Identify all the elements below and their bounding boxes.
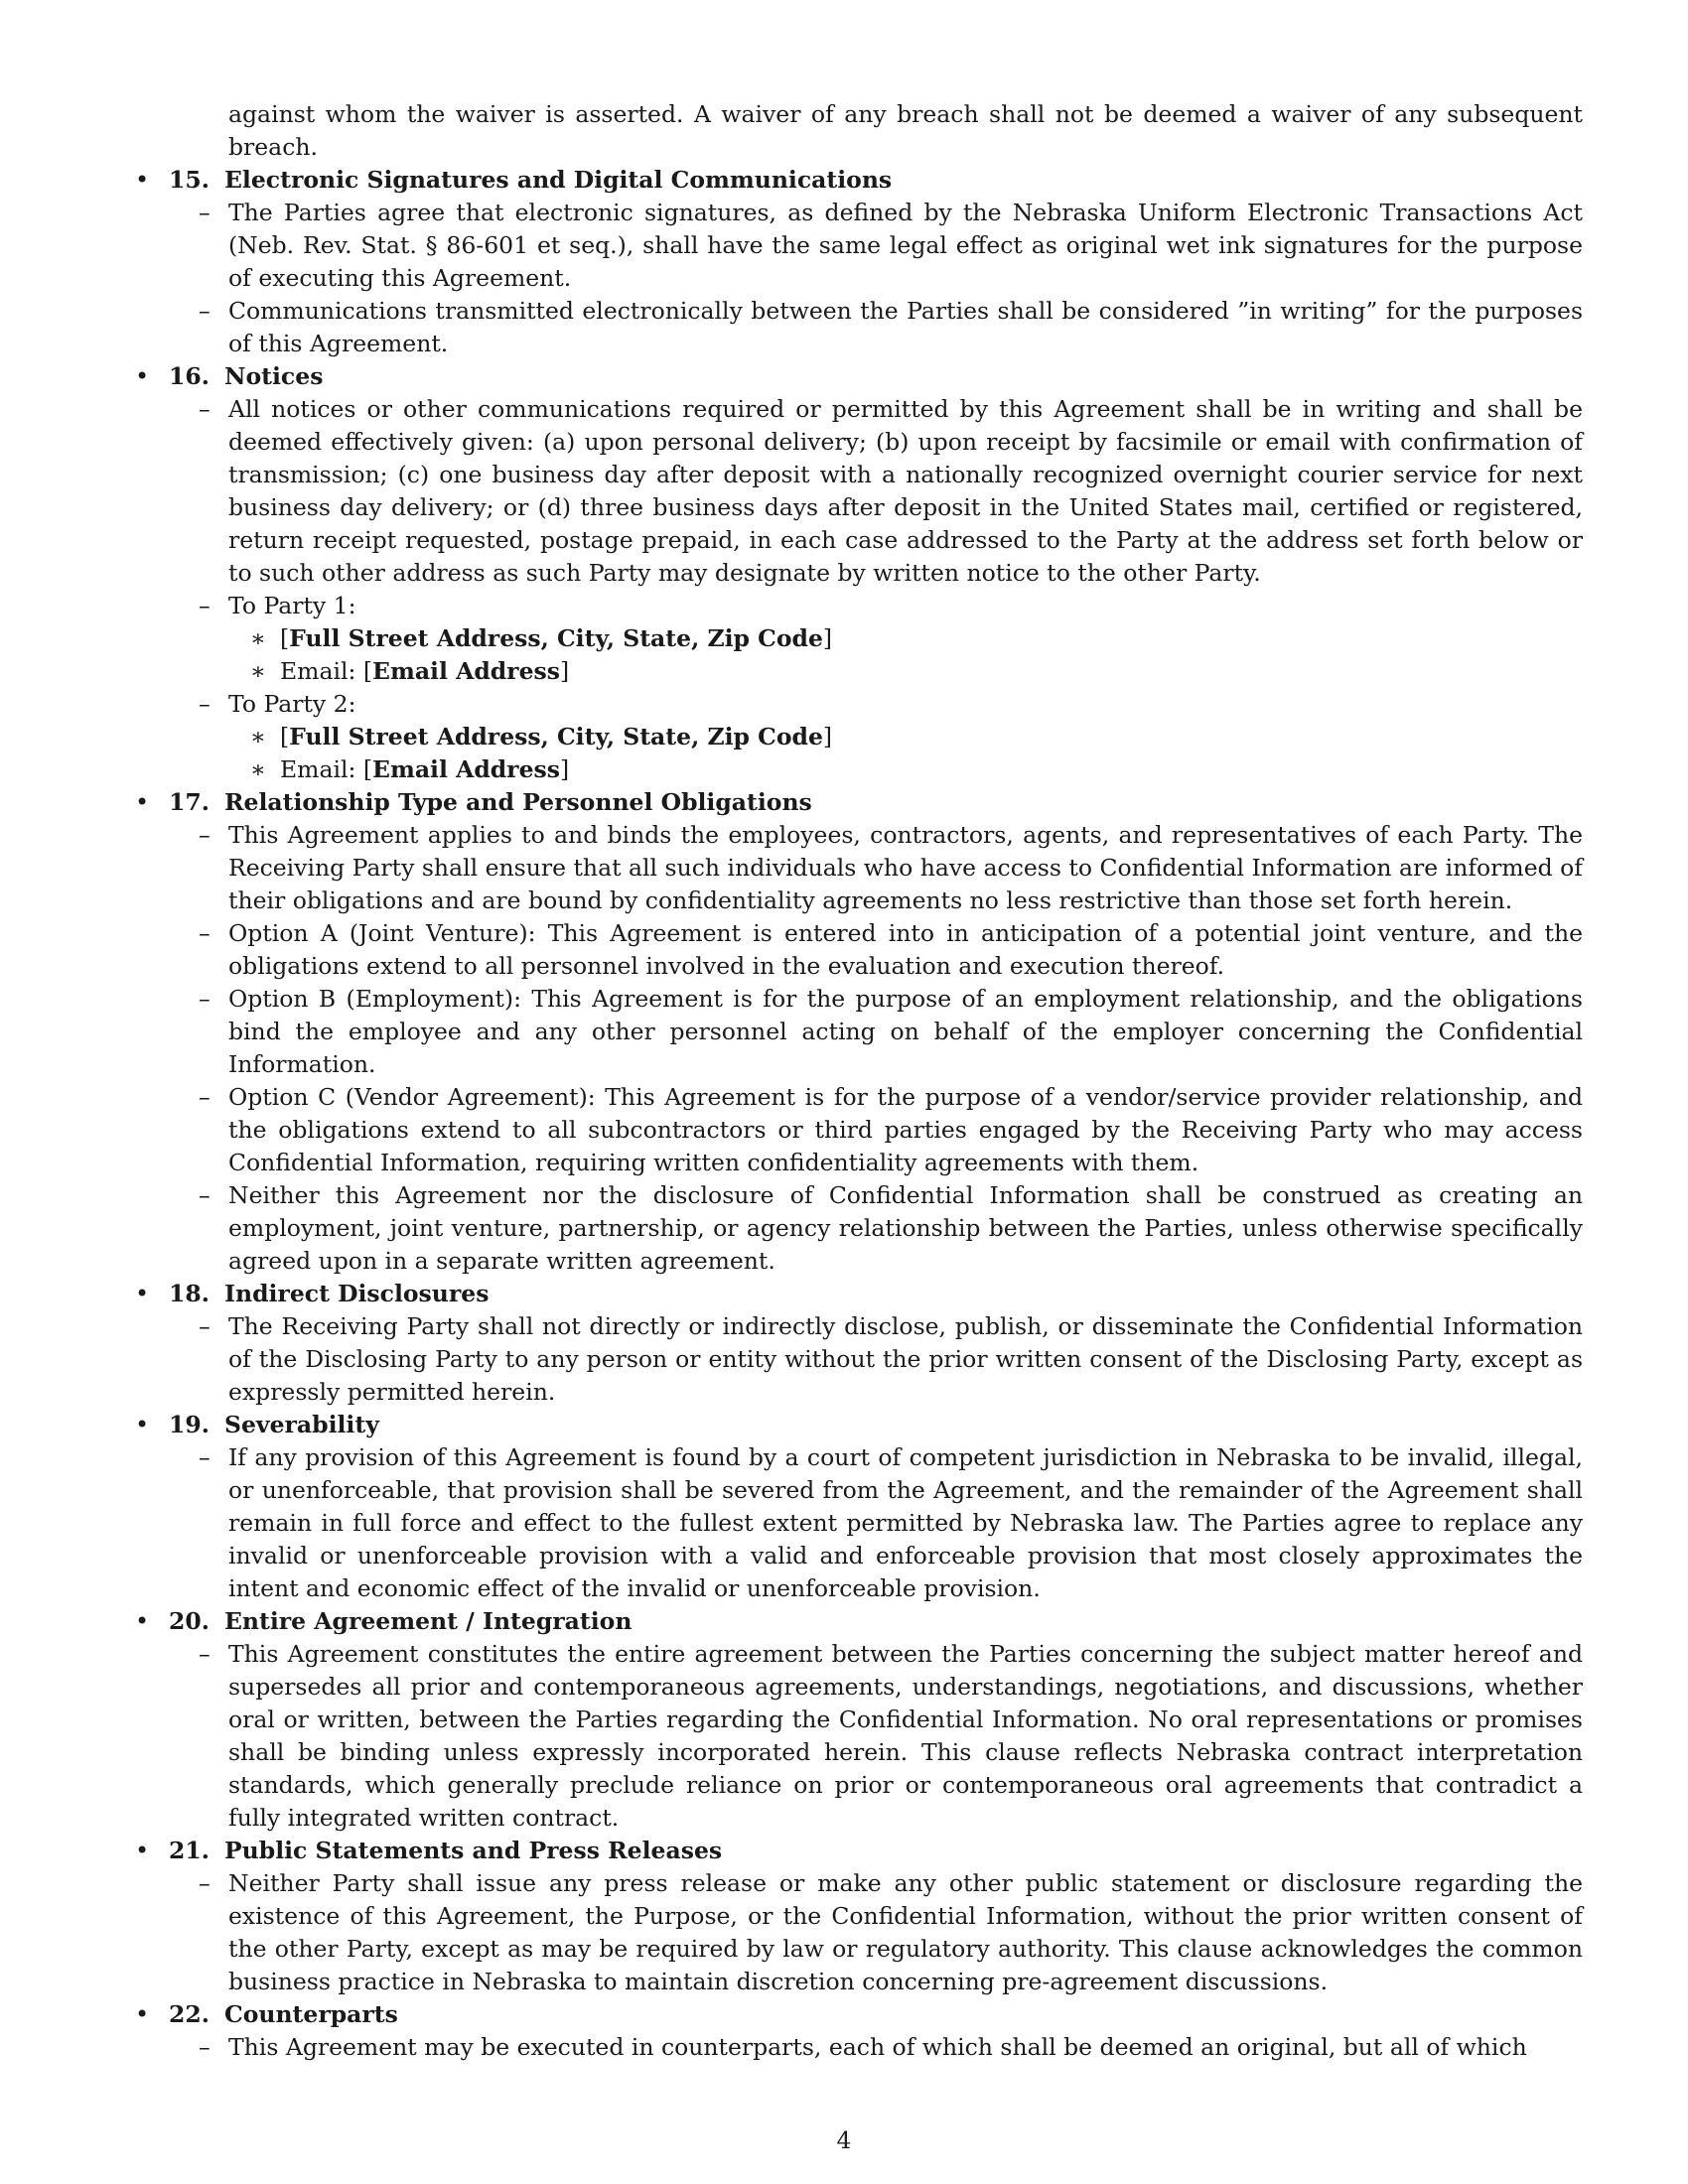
section-title: Entire Agreement / Integration [224,1607,633,1635]
clause-item: – Option C (Vendor Agreement): This Agreement is for the purpose of a vendor/service provider relationship, and the obligations extend to all subcontractors or third parties engaged by the Receiving Party who may access Confidential Information, requiring written confidentiality agreements with them. [228,1081,1583,1179]
clause-item: – Communications transmitted electronically between the Parties shall be considered ”in writing” for the purposes of this Agreement. [228,295,1583,360]
party-1-email [280,655,1583,688]
clause-list [169,1867,1583,1998]
clause-list [169,393,1583,786]
section-title: Public Statements and Press Releases [224,1837,723,1864]
bracket-close: ] [559,657,570,685]
email-placeholder: Email Address [372,657,560,685]
bracket-close: ] [559,755,570,783]
address-placeholder: Full Street Address, City, State, Zip Code [289,723,823,751]
section-15 [135,164,1583,360]
clause-item: – Neither Party shall issue any press release or make any other public statement or disclosure regarding the existence of this Agreement, the Purpose, or the Confidential Information, without the prior written consent of the other Party, except as may be required by law or regulatory authority. This clause acknowledges the common business practice in Nebraska to maintain discretion concerning pre-agreement discussions. [228,1867,1583,1998]
section-20 [135,1605,1583,1835]
section-title: Notices [224,362,324,390]
section-heading [169,164,1583,197]
section-number: 19. [169,1411,210,1438]
address-placeholder: Full Street Address, City, State, Zip Code [289,624,823,652]
section-22 [135,1998,1583,2064]
clause-item: – If any provision of this Agreement is found by a court of competent jurisdiction in Nebraska to be invalid, illegal, or unenforceable, that provision shall be severed from the Agreement, and the remainder of the Agreement shall remain in full force and effect to the fullest extent permitted by Nebraska law. The Parties agree to replace any invalid or unenforceable provision with a valid and enforceable provision that most closely approximates the intent and economic effect of the invalid or unenforceable provision. [228,1441,1583,1605]
continued-paragraph: against whom the waiver is asserted. A waiver of any breach shall not be deemed a waiver of any subsequent breach. [228,100,1583,161]
party-1-details [228,622,1583,688]
page-number: 4 [836,2126,852,2154]
clause-item: – All notices or other communications required or permitted by this Agreement shall be in writing and shall be deemed effectively given: (a) upon personal delivery; (b) upon receipt by facsimile or email with confirmation of transmission; (c) one business day after deposit with a nationally recognized overnight courier service for next business day delivery; or (d) three business days after deposit in the United States mail, certified or registered, return receipt requested, postage prepaid, in each case addressed to the Party at the address set forth below or to such other address as such Party may designate by written notice to the other Party. [228,393,1583,590]
clause-item: – The Receiving Party shall not directly or indirectly disclose, publish, or disseminate the Confidential Information of the Disclosing Party to any person or entity without the prior written consent of the Disclosing Party, except as expressly permitted herein. [228,1310,1583,1409]
section-heading [169,1409,1583,1441]
section-list [135,164,1583,2064]
email-prefix: Email: [ [280,657,373,685]
clause-item: – This Agreement applies to and binds the employees, contractors, agents, and representatives of each Party. The Receiving Party shall ensure that all such individuals who have access to Confidential Information are informed of their obligations and are bound by confidentiality agreements no less restrictive than those set forth herein. [228,819,1583,917]
section-heading [169,1278,1583,1310]
section-number: 21. [169,1837,210,1864]
section-heading [169,786,1583,819]
clause-list [169,197,1583,360]
party-2-notice [228,688,1583,786]
clause-list [169,1638,1583,1835]
party-2-email [280,753,1583,786]
bracket-close: ] [822,624,833,652]
clause-item: – The Parties agree that electronic signatures, as defined by the Nebraska Uniform Electronic Transactions Act (Neb. Rev. Stat. § 86-601 et seq.), shall have the same legal effect as original wet ink signatures for the purpose of executing this Agreement. [228,197,1583,295]
bracket-open: [ [280,624,290,652]
section-heading [169,1835,1583,1867]
section-17 [135,786,1583,1278]
party-2-details [228,721,1583,786]
section-heading [169,1605,1583,1638]
section-19 [135,1409,1583,1605]
clause-item: – Neither this Agreement nor the disclosure of Confidential Information shall be construed as creating an employment, joint venture, partnership, or agency relationship between the Parties, unless otherwise specifically agreed upon in a separate written agreement. [228,1179,1583,1278]
document-body [135,98,1583,2064]
email-prefix: Email: [ [280,755,373,783]
clause-item: – Option A (Joint Venture): This Agreement is entered into in anticipation of a potential joint venture, and the obligations extend to all personnel involved in the evaluation and execution thereof. [228,917,1583,983]
section-number: 16. [169,362,210,390]
party-1-notice [228,590,1583,688]
section-number: 22. [169,2000,210,2028]
clause-list [169,2031,1583,2064]
section-title: Counterparts [224,2000,398,2028]
party-2-label: To Party 2: [228,690,356,718]
bracket-open: [ [280,723,290,751]
clause-item: – This Agreement constitutes the entire agreement between the Parties concerning the subject matter hereof and supersedes all prior and contemporaneous agreements, understandings, negotiations, and discussions, whether oral or written, between the Parties regarding the Confidential Information. No oral representations or promises shall be binding unless expressly incorporated herein. This clause reflects Nebraska contract interpretation standards, which generally preclude reliance on prior or contemporaneous oral agreements that contradict a fully integrated written contract. [228,1638,1583,1835]
section-16 [135,360,1583,786]
section-title: Electronic Signatures and Digital Communications [224,166,893,194]
clause-list [169,1441,1583,1605]
section-heading [169,360,1583,393]
party-1-address [280,622,1583,655]
section-21 [135,1835,1583,1998]
party-1-label: To Party 1: [228,592,356,619]
clause-list [169,819,1583,1278]
email-placeholder: Email Address [372,755,560,783]
section-title: Relationship Type and Personnel Obligations [224,788,812,816]
section-heading [169,1998,1583,2031]
section-title: Severability [224,1411,379,1438]
section-number: 15. [169,166,210,194]
section-number: 18. [169,1280,210,1307]
section-number: 17. [169,788,210,816]
section-18 [135,1278,1583,1409]
clause-item: – This Agreement may be executed in counterparts, each of which shall be deemed an original, but all of which [228,2031,1583,2064]
section-number: 20. [169,1607,210,1635]
bracket-close: ] [822,723,833,751]
clause-item: – Option B (Employment): This Agreement is for the purpose of an employment relationship, and the obligations bind the employee and any other personnel acting on behalf of the employer concerning the Confidential Information. [228,983,1583,1081]
section-title: Indirect Disclosures [224,1280,490,1307]
party-2-address [280,721,1583,753]
clause-list [169,1310,1583,1409]
